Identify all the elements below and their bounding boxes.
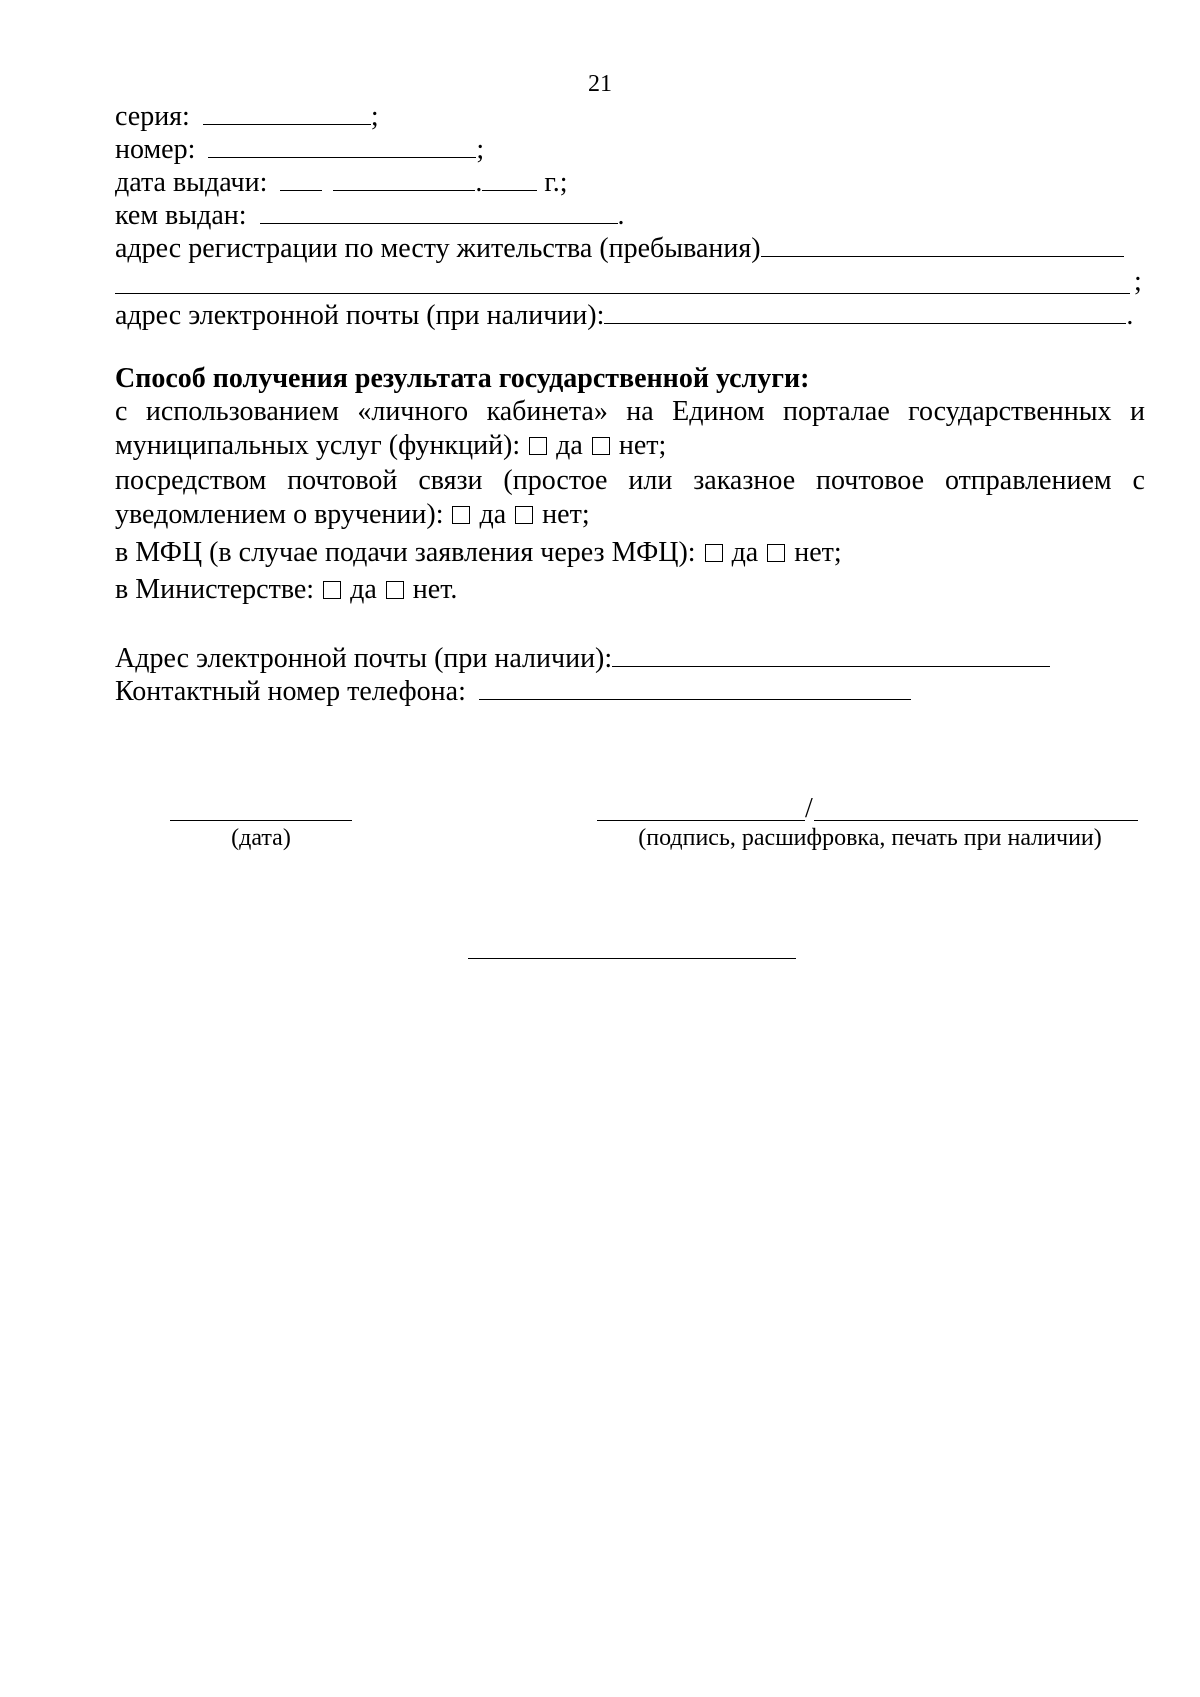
word: связи [418,465,483,496]
contact-email-row [115,642,1050,675]
no-label: нет; [794,537,842,568]
contact-email-field[interactable] [612,642,1050,667]
word: на [626,396,654,427]
word: и [1129,396,1145,427]
yes-label: да [350,574,377,605]
email-end: . [1126,300,1134,331]
contact-email-label: Адрес электронной почты (при наличии): [115,643,613,674]
word: посредством [115,465,267,496]
word: заказное [693,465,796,496]
no-label: нет; [618,430,667,461]
ministry-no-checkbox[interactable] [386,581,404,599]
word: «личного [357,396,469,427]
issue-date-dot: . [475,167,483,198]
word: использованием [145,396,339,427]
issued-by-field[interactable] [260,199,618,224]
post-no-checkbox[interactable] [515,506,533,524]
post-yes-checkbox[interactable] [452,506,470,524]
bottom-line [468,958,796,959]
issue-year-field[interactable] [482,166,537,191]
address-field[interactable] [761,232,1124,257]
issued-by-end: . [617,200,625,231]
signature-line[interactable] [597,820,805,821]
option-post-line2 [115,499,590,531]
option-post-line1 [115,465,1145,497]
date-signature-line[interactable] [170,820,352,821]
option-post-label: уведомлением о вручении): [115,499,444,530]
signature-slash: / [805,793,813,824]
email-row [115,299,1133,332]
word: Едином [672,396,765,427]
option-portal-label: муниципальных услуг (функций): [115,430,521,461]
contact-phone-row [115,675,911,708]
number-end: ; [476,134,485,165]
word: почтовое [816,465,925,496]
address-end: ; [1134,266,1142,297]
contact-phone-label: Контактный номер телефона: [115,676,466,707]
word: (простое [503,465,608,496]
no-final-label: нет. [412,574,458,605]
issue-date-label: дата выдачи: [115,167,268,198]
series-field[interactable] [203,100,371,125]
email-field[interactable] [604,299,1126,324]
word: отправлением [944,465,1112,496]
word: порталае [783,396,890,427]
yes-label: да [731,537,759,568]
portal-no-checkbox[interactable] [592,437,610,455]
word: почтовой [287,465,398,496]
contact-phone-field[interactable] [479,675,911,700]
mfc-yes-checkbox[interactable] [705,544,723,562]
word: кабинета» [486,396,608,427]
ministry-yes-checkbox[interactable] [323,581,341,599]
series-row [115,100,379,133]
yes-label: да [479,499,507,530]
word: с [1132,465,1145,496]
issued-by-row [115,199,625,232]
series-label: серия: [115,101,190,132]
word: или [628,465,673,496]
option-portal-line1 [115,396,1145,428]
issued-by-label: кем выдан: [115,200,247,231]
number-label: номер: [115,134,196,165]
issue-date-row [115,166,568,199]
option-ministry [115,574,457,606]
series-end: ; [370,101,379,132]
number-row [115,133,484,166]
portal-yes-checkbox[interactable] [529,437,547,455]
address-row [115,232,1124,265]
email-label: адрес электронной почты (при наличии): [115,300,605,331]
name-decoding-line[interactable] [814,820,1138,821]
yes-label: да [556,430,583,461]
address-label: адрес регистрации по месту жительства (пребывания) [115,233,761,264]
word: с [115,396,128,427]
word: государственных [908,396,1112,427]
date-caption: (дата) [231,825,291,851]
option-mfc [115,537,842,569]
issue-date-year: г.; [544,167,568,198]
issue-day-field[interactable] [280,166,322,191]
no-label: нет; [542,499,590,530]
signature-caption: (подпись, расшифровка, печать при наличии) [638,825,1102,851]
option-ministry-label: в Министерстве: [115,574,315,605]
method-heading: Способ получения результата государственной услуги: [115,363,810,394]
issue-month-field[interactable] [333,166,475,191]
option-mfc-label: в МФЦ (в случае подачи заявления через МФЦ): [115,537,696,568]
address-field-line2[interactable] [115,293,1130,294]
number-field[interactable] [208,133,476,158]
page-number: 21 [588,71,612,97]
mfc-no-checkbox[interactable] [767,544,785,562]
option-portal-line2 [115,430,666,462]
